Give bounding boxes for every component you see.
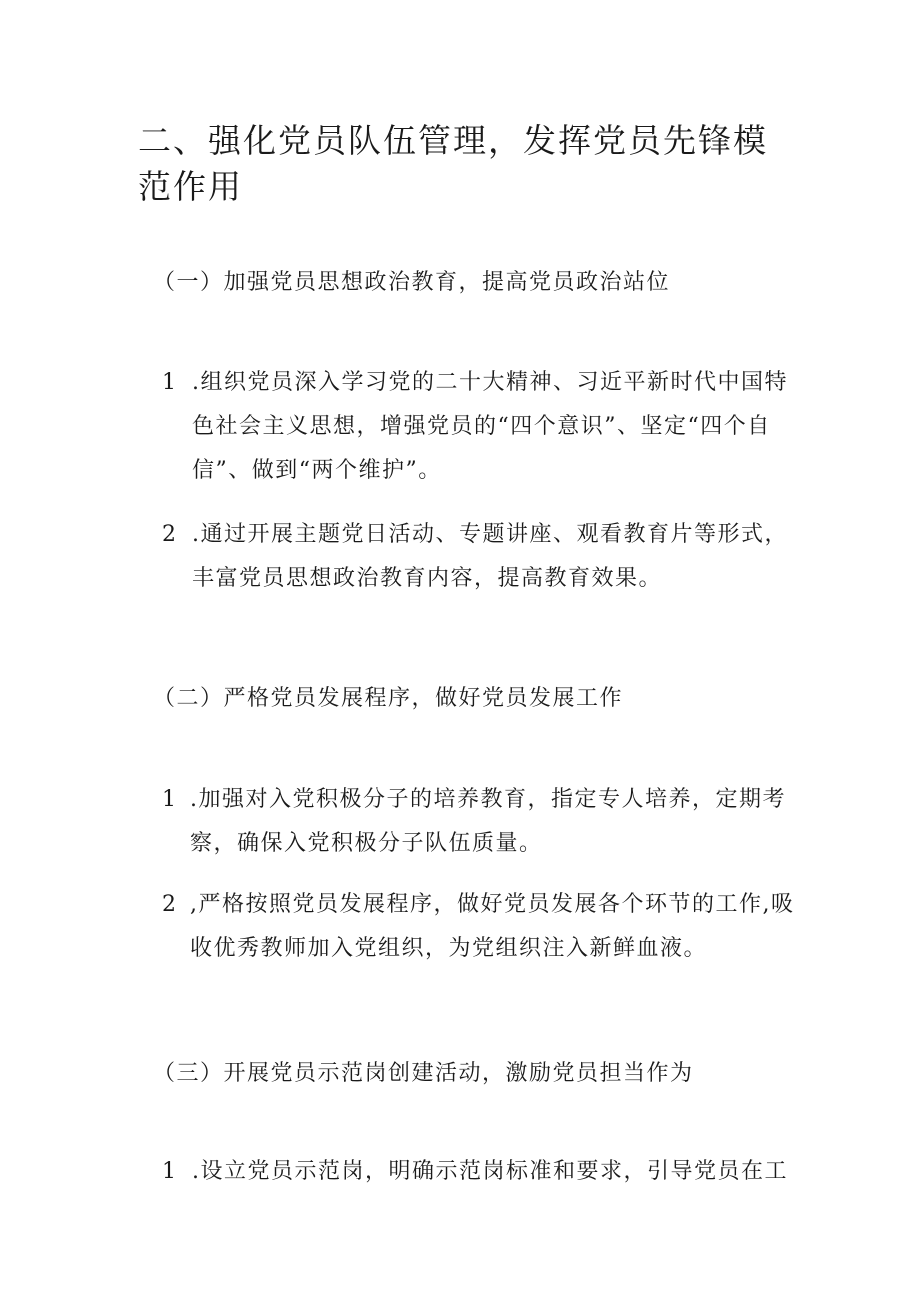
item-text: ,严格按照党员发展程序，做好党员发展各个环节的工作,吸收优秀教师加入党组织，为党组织注入新鲜血液。 [190,892,795,961]
section-heading-2: （二）严格党员发展程序，做好党员发展工作 [153,686,624,711]
section-heading-3: （三）开展党员示范岗创建活动，激励党员担当作为 [153,1061,694,1086]
item-number: 1 [162,1159,178,1184]
list-item-1-1 [162,361,802,493]
item-text: .设立党员示范岗，明确示范岗标准和要求，引导党员在工 [192,1159,788,1184]
item-number: 2 [162,892,178,917]
item-text: .加强对入党积极分子的培养教育，指定专人培养，定期考察，确保入党积极分子队伍质量。 [190,787,786,856]
list-item-2-2 [162,883,802,971]
item-text: .组织党员深入学习党的二十大精神、习近平新时代中国特色社会主义思想，增强党员的“四个意识”、坚定“四个自信”、做到“两个维护”。 [192,370,788,483]
item-number: 1 [162,787,178,812]
list-item-2-1 [162,778,802,866]
list-item-1-2 [162,513,802,601]
item-text: .通过开展主题党日活动、专题讲座、观看教育片等形式，丰富党员思想政治教育内容，提高教育效果。 [192,522,788,591]
item-number: 1 [162,370,178,395]
item-number: 2 [162,522,178,547]
section-heading-1: （一）加强党员思想政治教育，提高党员政治站位 [153,270,671,295]
page-title: 二、强化党员队伍管理，发挥党员先锋模范作用 [138,121,768,206]
list-item-3-1 [162,1150,802,1194]
